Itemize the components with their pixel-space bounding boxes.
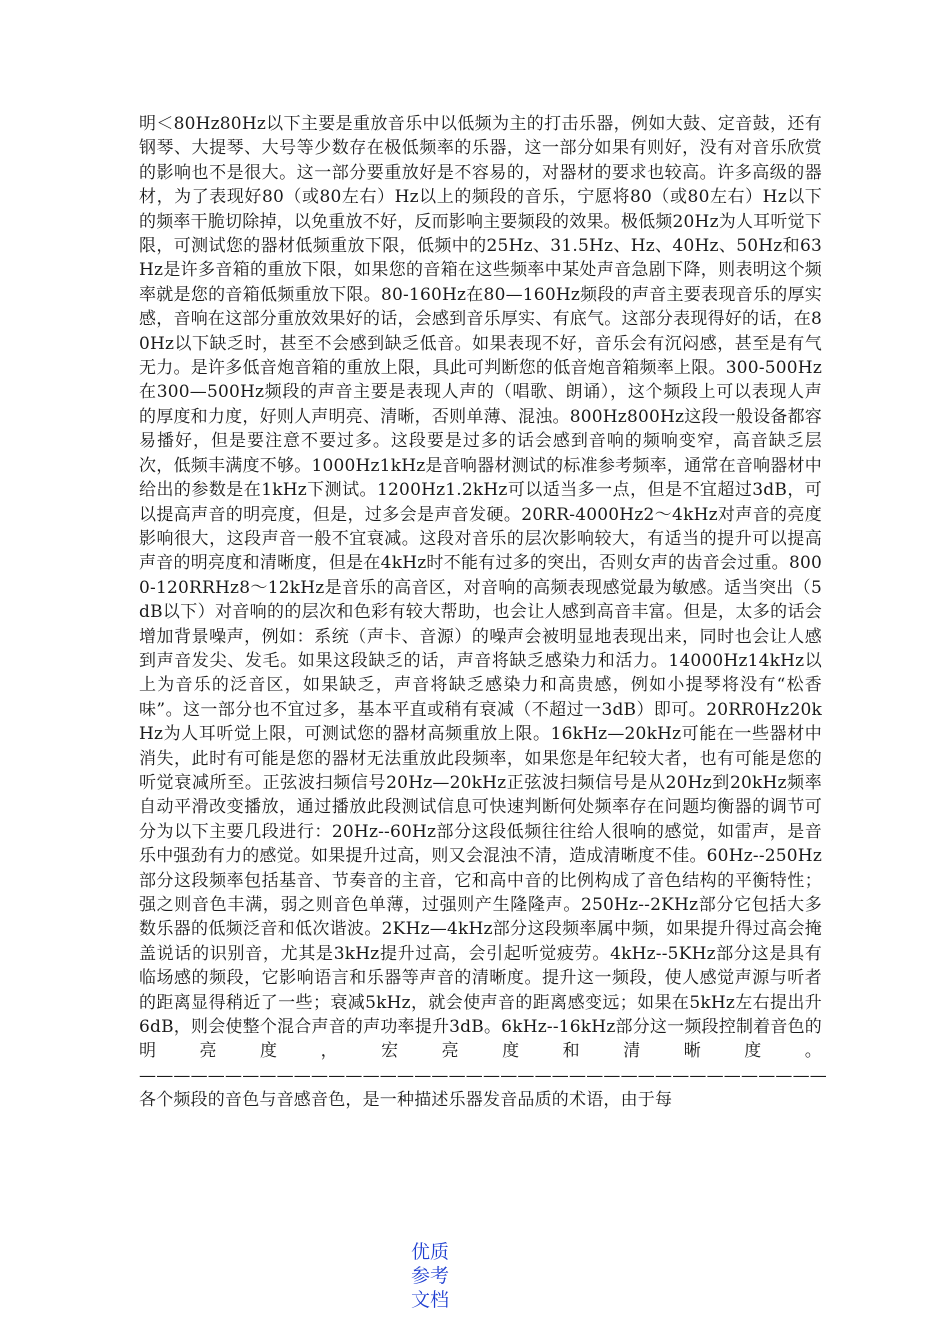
- footer-line-3: 文档: [410, 1289, 449, 1311]
- document-body: [139, 112, 827, 1113]
- footer-line-1: 优质: [410, 1241, 449, 1263]
- footer-watermark: [400, 1240, 460, 1312]
- body-paragraph: 明＜80Hz80Hz以下主要是重放音乐中以低频为主的打击乐器，例如大鼓、定音鼓，还有钢琴、大提琴、大号等少数存在极低频率的乐器，这一部分如果有则好，没有对音乐欣赏的影响也不是很大。这一部分要重放好是不容易的，对器材的要求也较高。许多高级的器材，为了表现好80（或80左右）Hz以上的频段的音乐，宁愿将80（或80左右）Hz以下的频率干脆切除掉，以免重放不好，反而影响主要频段的效果。极低频20Hz为人耳听觉下限，可测试您的器材低频重放下限，低频中的25Hz、31.5Hz、Hz、40Hz、50Hz和63Hz是许多音箱的重放下限，如果您的音箱在这些频率中某处声音急剧下降，则表明这个频率就是您的音箱低频重放下限。80-160Hz在80—160Hz频段的声音主要表现音乐的厚实感，音响在这部分重放效果好的话，会感到音乐厚实、有底气。这部分表现得好的话，在80Hz以下缺乏时，甚至不会感到缺乏低音。如果表现不好，音乐会有沉闷感，甚至是有气无力。是许多低音炮音箱的重放上限，具此可判断您的低音炮音箱频率上限。300-500Hz在300—500Hz频段的声音主要是表现人声的（唱歌、朗诵），这个频段上可以表现人声的厚度和力度，好则人声明亮、清晰，否则单薄、混浊。800Hz800Hz这段一般设备都容易播好，但是要注意不要过多。这段要是过多的话会感到音响的频响变窄，高音缺乏层次，低频丰满度不够。1000Hz1kHz是音响器材测试的标准参考频率，通常在音响器材中给出的参数是在1kHz下测试。1200Hz1.2kHz可以适当多一点，但是不宜超过3dB，可以提高声音的明亮度，但是，过多会是声音发硬。20RR-4000Hz2～4kHz对声音的亮度影响很大，这段声音一般不宜衰减。这段对音乐的层次影响较大，有适当的提升可以提高声音的明亮度和清晰度，但是在4kHz时不能有过多的突出，否则女声的齿音会过重。8000-120RRHz8～12kHz是音乐的高音区，对音响的高频表现感觉最为敏感。适当突出（5dB以下）对音响的的层次和色彩有较大帮助，也会让人感到高音丰富。但是，太多的话会增加背景噪声，例如：系统（声卡、音源）的噪声会被明显地表现出来，同时也会让人感到声音发尖、发毛。如果这段缺乏的话，声音将缺乏感染力和活力。14000Hz14kHz以上为音乐的泛音区，如果缺乏，声音将缺乏感染力和高贵感，例如小提琴将没有“松香味”。这一部分也不宜过多，基本平直或稍有衰减（不超过一3dB）即可。20RR0Hz20kHz为人耳听觉上限，可测试您的器材高频重放上限。16kHz—20kHz可能在一些器材中消失，此时有可能是您的器材无法重放此段频率，如果您是年纪较大者，也有可能是您的听觉衰减所至。正弦波扫频信号20Hz—20kHz正弦波扫频信号是从20Hz到20kHz频率自动平滑改变播放，通过播放此段测试信息可快速判断何处频率存在问题均衡器的调节可分为以下主要几段进行：20Hz--60Hz部分这段低频往往给人很响的感觉，如雷声，是音乐中强劲有力的感觉。如果提升过高，则又会混浊不清，造成清晰度不佳。60Hz--250Hz部分这段频率包括基音、节奏音的主音，它和高中音的比例构成了音色结构的平衡特性；强之则音色丰满，弱之则音色单薄，过强则产生隆隆声。250Hz--2KHz部分它包括大多数乐器的低频泛音和低次谐波。2KHz—4kHz部分这段频率属中频，如果提升得过高会掩盖说话的识别音，尤其是3kHz提升过高，会引起听觉疲劳。4kHz--5KHz部分这是具有临场感的频段，它影响语言和乐器等声音的清晰度。提升这一频段，使人感觉声源与听者的距离显得稍近了一些；衰减5kHz，就会使声音的距离感变远；如果在5kHz左右提出升6dB，则会使整个混合声音的声功率提升3dB。6kHz--16kHz部分这一频段控制着音色的明亮度，宏亮度和清晰度。————————————————————————————————————————各个频段的音色与音感音色，是一种描述乐器发音品质的术语，由于每: [139, 114, 827, 1111]
- footer-line-2: 参考: [410, 1265, 449, 1287]
